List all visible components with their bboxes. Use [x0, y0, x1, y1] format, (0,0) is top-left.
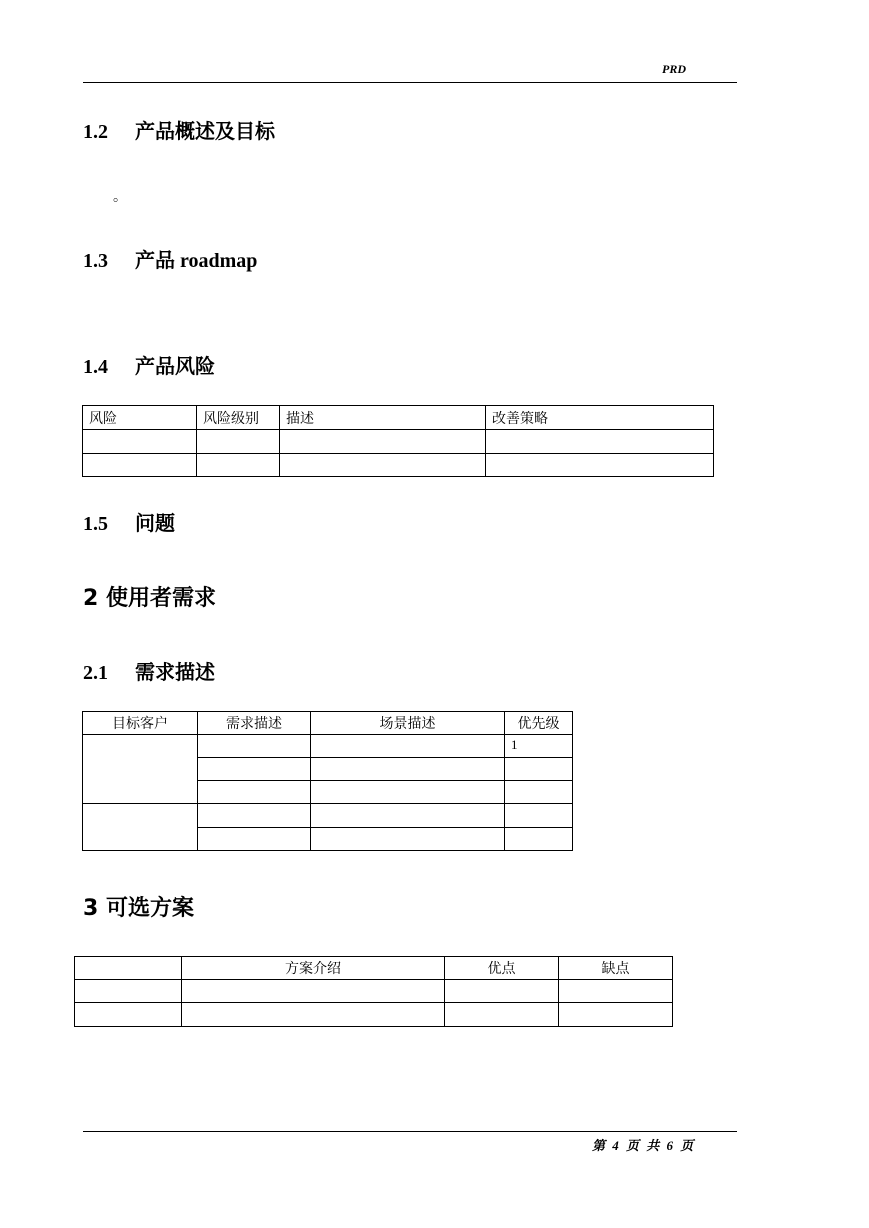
table-row: [75, 1003, 673, 1027]
table-row: [83, 454, 714, 477]
table-header-cell: 风险: [83, 406, 197, 430]
table-cell: [280, 454, 486, 477]
table-header-row: [75, 957, 673, 980]
section-1-3-heading: [83, 244, 257, 273]
table-header-row: [83, 712, 573, 735]
option-table: [74, 956, 673, 1027]
section-number: 1.5: [83, 513, 108, 535]
table-row: [83, 735, 573, 758]
section-number: 2.1: [83, 662, 108, 684]
table-header-cell: 优点: [445, 957, 559, 980]
section-number: 1.3: [83, 250, 108, 272]
table-header-cell: 方案介绍: [182, 957, 445, 980]
footer-page-number: 第 4 页 共 6 页: [592, 1138, 694, 1153]
table-cell: [311, 828, 505, 851]
section-title: 产品 roadmap: [135, 250, 258, 272]
table-cell: [559, 1003, 673, 1027]
table-cell: [486, 430, 714, 454]
risk-table: [82, 405, 714, 477]
table-header-cell: 目标客户: [83, 712, 198, 735]
table-cell: [198, 828, 311, 851]
table-cell: [505, 758, 573, 781]
table-cell: [197, 430, 280, 454]
table-cell: [505, 828, 573, 851]
table-cell-merged: [83, 735, 198, 804]
priority-cell: 1: [505, 735, 573, 758]
section-title: 问题: [135, 513, 175, 535]
header-rule: [83, 82, 737, 83]
section-title: 产品风险: [135, 356, 215, 378]
table-cell: [75, 980, 182, 1003]
table-header-row: [83, 406, 714, 430]
table-cell: [198, 758, 311, 781]
table-header-cell: 需求描述: [198, 712, 311, 735]
section-title: 需求描述: [135, 662, 215, 684]
table-cell: [505, 781, 573, 804]
table-cell-merged: [83, 804, 198, 851]
section-1-5-heading: [83, 507, 175, 536]
table-cell: [505, 804, 573, 828]
table-row: [75, 980, 673, 1003]
table-cell: [311, 735, 505, 758]
table-header-cell: 场景描述: [311, 712, 505, 735]
table-cell: [182, 1003, 445, 1027]
table-cell: [197, 454, 280, 477]
table-cell: [198, 781, 311, 804]
table-cell: [83, 430, 197, 454]
table-header-cell: 描述: [280, 406, 486, 430]
section-title: 产品概述及目标: [135, 121, 275, 143]
requirement-table: [82, 711, 573, 851]
table-cell: [198, 735, 311, 758]
table-header-cell: 改善策略: [486, 406, 714, 430]
section-1-4-heading: [83, 350, 215, 379]
table-cell: [445, 980, 559, 1003]
table-header-cell: 风险级别: [197, 406, 280, 430]
table-cell: [311, 758, 505, 781]
section-1-2-body: 。: [113, 190, 127, 205]
chapter-2-heading: 2 使用者需求: [83, 586, 216, 611]
table-cell: [445, 1003, 559, 1027]
section-number: 1.4: [83, 356, 108, 378]
chapter-3-heading: 3 可选方案: [83, 896, 194, 921]
table-cell: [280, 430, 486, 454]
table-cell: [75, 1003, 182, 1027]
table-cell: [559, 980, 673, 1003]
section-2-1-heading: [83, 656, 215, 685]
table-header-cell: 缺点: [559, 957, 673, 980]
table-cell: [83, 454, 197, 477]
table-row: [83, 804, 573, 828]
table-header-cell: [75, 957, 182, 980]
table-cell: [182, 980, 445, 1003]
table-row: [83, 430, 714, 454]
table-header-cell: 优先级: [505, 712, 573, 735]
footer-rule: [83, 1131, 737, 1132]
section-1-2-heading: [83, 115, 275, 144]
table-cell: [486, 454, 714, 477]
table-cell: [311, 804, 505, 828]
table-cell: [198, 804, 311, 828]
section-number: 1.2: [83, 121, 108, 143]
table-cell: [311, 781, 505, 804]
header-doc-label: PRD: [662, 62, 686, 76]
